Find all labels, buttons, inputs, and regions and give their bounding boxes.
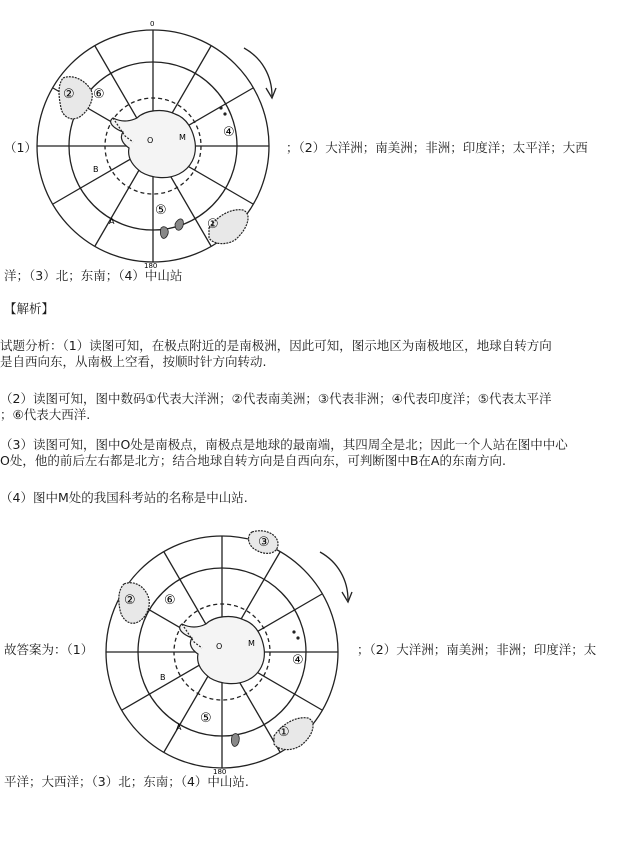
point-label-o: O bbox=[216, 642, 223, 651]
region-label-3: ③ bbox=[258, 535, 270, 550]
point-label-a: A bbox=[176, 723, 182, 732]
point-label-o: O bbox=[147, 136, 154, 145]
analysis-paragraph-4: （4）图中M处的我国科考站的名称是中山站. bbox=[0, 490, 248, 505]
point-label-m: M bbox=[248, 639, 255, 648]
region-label-2: ② bbox=[63, 87, 75, 102]
rotation-arrow-icon bbox=[316, 548, 356, 608]
rotation-arrow-icon bbox=[240, 44, 280, 104]
answer-top-prefix: （1） bbox=[4, 140, 37, 155]
region-label-1: ① bbox=[207, 217, 219, 232]
region-label-4: ④ bbox=[292, 653, 304, 668]
analysis-paragraph-1: 试题分析：（1）读图可知，在极点附近的是南极洲，因此可知，图示地区为南极地区，地球自转方向 是自西向东，从南极上空看，按顺时针方向转动. bbox=[0, 338, 552, 369]
answer-bottom-prefix: 故答案为：（1） bbox=[4, 642, 94, 657]
answer-bottom-line1: ；（2）大洋洲；南美洲；非洲；印度洋；太 bbox=[357, 642, 597, 657]
region-label-5: ⑤ bbox=[155, 203, 167, 218]
region-label-2: ② bbox=[124, 593, 136, 608]
analysis-paragraph-3: （3）读图可知，图中O处是南极点，南极点是地球的最南端，其四周全是北；因此一个人站在图中中心 O处，他的前后左右都是北方；结合地球自转方向是自西向东，可判断图中B在A的东南方向. bbox=[0, 437, 568, 468]
map-top-label-0: 0 bbox=[150, 20, 155, 28]
answer-top-line2: 洋；（3）北；东南；（4）中山站 bbox=[4, 268, 183, 283]
region-label-4: ④ bbox=[223, 125, 235, 140]
region-label-1: ① bbox=[278, 725, 290, 740]
point-label-b: B bbox=[93, 165, 99, 174]
point-label-a: A bbox=[109, 217, 115, 226]
answer-bottom-line2: 平洋；大西洋；（3）北；东南；（4）中山站. bbox=[4, 774, 249, 789]
point-label-m: M bbox=[179, 133, 186, 142]
region-label-6: ⑥ bbox=[93, 87, 105, 102]
analysis-paragraph-2: （2）读图可知，图中数码①代表大洋洲；②代表南美洲；③代表非洲；④代表印度洋；⑤代表太平洋 ；⑥代表大西洋. bbox=[0, 391, 552, 422]
answer-top-line1: ；（2）大洋洲；南美洲；非洲；印度洋；太平洋；大西 bbox=[286, 140, 588, 155]
antarctic-map-top bbox=[33, 18, 275, 270]
antarctic-map-bottom bbox=[102, 524, 344, 776]
map-top-label-180: 180 bbox=[144, 262, 158, 270]
map-bottom-label-180: 180 bbox=[213, 768, 227, 776]
region-label-6: ⑥ bbox=[164, 593, 176, 608]
section-heading: 【解析】 bbox=[4, 301, 55, 316]
region-label-5: ⑤ bbox=[200, 711, 212, 726]
point-label-b: B bbox=[160, 673, 166, 682]
